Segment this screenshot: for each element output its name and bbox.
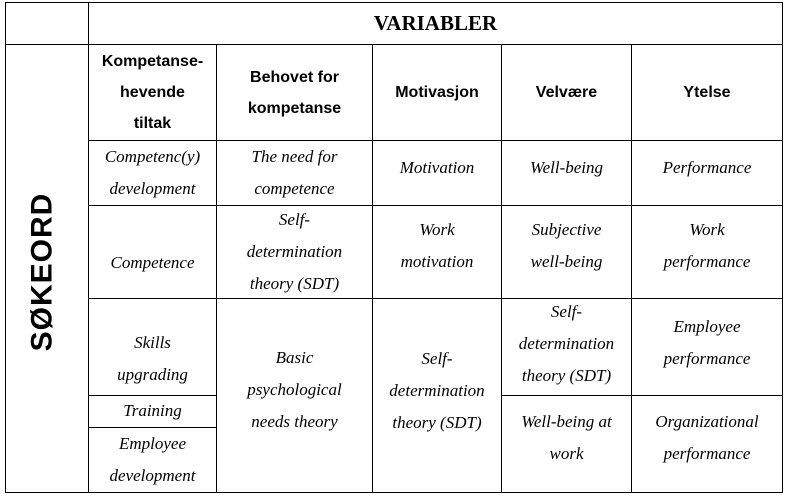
- table-cell: Motivation: [399, 158, 475, 177]
- table-cell: Self- determination theory (SDT): [389, 349, 485, 432]
- header-cell: Behovet for kompetanse: [247, 68, 342, 117]
- table-cell: Employee performance: [663, 317, 751, 368]
- table-cell: Performance: [662, 158, 752, 177]
- table-cell: The need for competence: [251, 147, 338, 198]
- table-cell: Organizational performance: [655, 412, 759, 463]
- table-cell: Employee development: [109, 434, 196, 485]
- table-border-bottom: [5, 492, 783, 493]
- header-cell: Motivasjon: [395, 84, 479, 101]
- table-cell: Competenc(y) development: [104, 147, 201, 198]
- table-cell: Self- determination theory (SDT): [246, 210, 343, 293]
- table-cell: Well-being at work: [521, 412, 612, 463]
- header-cell: Velvære: [535, 84, 598, 101]
- side-label-text: SØKEORD: [25, 192, 58, 351]
- table-cell: Training: [123, 401, 182, 420]
- table-cell: Self- determination theory (SDT): [518, 302, 615, 385]
- table-cell: Well-being: [529, 158, 604, 177]
- table-cell: Subjective well-being: [530, 220, 603, 271]
- table-border-right: [782, 2, 783, 493]
- table-cell: Work motivation: [400, 220, 474, 271]
- table-rule: [501, 395, 783, 396]
- table-cell: Work performance: [663, 220, 751, 271]
- table-cell: Basic psychological needs theory: [247, 348, 342, 431]
- table-border-left: [5, 2, 6, 493]
- table-cell: Skills upgrading: [117, 333, 188, 384]
- table-title: VARIABLER: [373, 11, 498, 35]
- side-label: [20, 46, 64, 497]
- table-cell: Competence: [110, 253, 195, 272]
- header-cell: Ytelse: [683, 84, 731, 101]
- header-cell: Kompetanse- hevende tiltak: [101, 53, 204, 132]
